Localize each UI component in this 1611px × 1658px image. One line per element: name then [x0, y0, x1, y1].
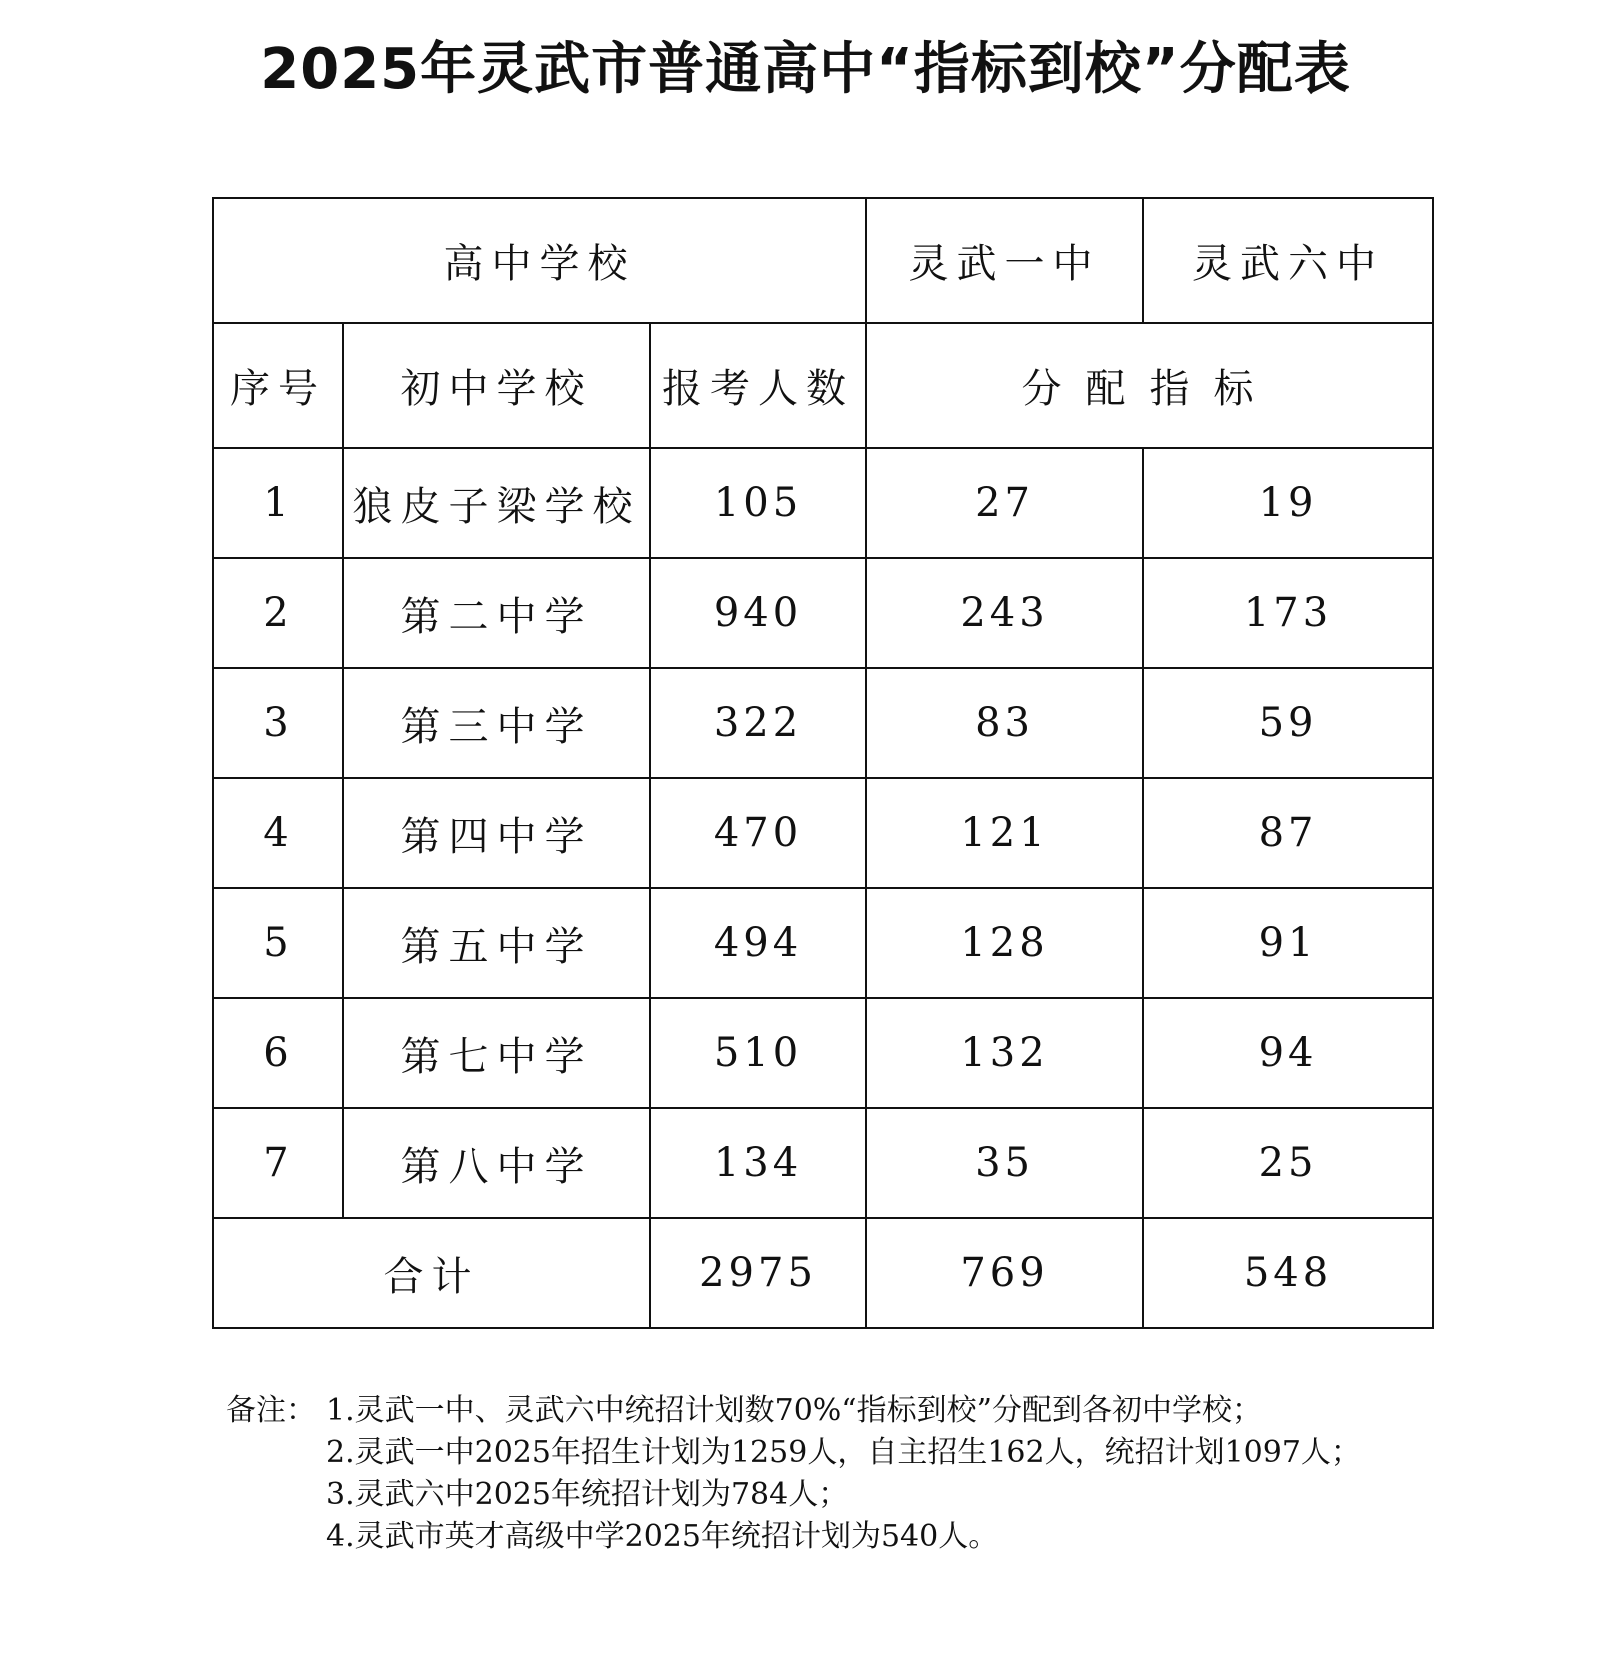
table-row	[213, 998, 1433, 1108]
cell-yizhong: 121	[866, 778, 1143, 888]
cell-yizhong: 128	[866, 888, 1143, 998]
cell-liuzhong: 173	[1143, 558, 1433, 668]
note-item: 2.灵武一中2025年招生计划为1259人，自主招生162人，统招计划1097人；	[326, 1435, 1361, 1470]
high-school-yizhong: 灵武一中	[866, 198, 1143, 323]
note-item: 1.灵武一中、灵武六中统招计划数70%“指标到校”分配到各初中学校；	[326, 1393, 1262, 1428]
total-liuzhong: 548	[1143, 1218, 1433, 1328]
cell-applicants: 510	[650, 998, 866, 1108]
cell-liuzhong: 94	[1143, 998, 1433, 1108]
note-item: 4.灵武市英才高级中学2025年统招计划为540人。	[326, 1519, 999, 1554]
total-label: 合计	[213, 1218, 650, 1328]
cell-seq: 1	[213, 448, 343, 558]
cell-liuzhong: 87	[1143, 778, 1433, 888]
cell-seq: 5	[213, 888, 343, 998]
cell-school: 第八中学	[343, 1108, 650, 1218]
high-school-label: 高中学校	[213, 198, 866, 323]
cell-yizhong: 83	[866, 668, 1143, 778]
cell-school: 第七中学	[343, 998, 650, 1108]
cell-seq: 2	[213, 558, 343, 668]
cell-seq: 7	[213, 1108, 343, 1218]
table-header-row-columns	[213, 323, 1433, 448]
table-header-row-high-schools	[213, 198, 1433, 323]
cell-liuzhong: 19	[1143, 448, 1433, 558]
cell-liuzhong: 25	[1143, 1108, 1433, 1218]
cell-school: 第四中学	[343, 778, 650, 888]
cell-applicants: 470	[650, 778, 866, 888]
table-row	[213, 448, 1433, 558]
cell-applicants: 940	[650, 558, 866, 668]
page-title: 2025年灵武市普通高中“指标到校”分配表	[260, 37, 1351, 102]
cell-applicants: 105	[650, 448, 866, 558]
table-row	[213, 888, 1433, 998]
cell-liuzhong: 59	[1143, 668, 1433, 778]
high-school-liuzhong: 灵武六中	[1143, 198, 1433, 323]
cell-applicants: 134	[650, 1108, 866, 1218]
header-allocation: 分配指标	[866, 323, 1433, 448]
header-applicants: 报考人数	[650, 323, 866, 448]
cell-school: 狼皮子梁学校	[343, 448, 650, 558]
header-junior-school: 初中学校	[343, 323, 650, 448]
cell-applicants: 494	[650, 888, 866, 998]
cell-school: 第二中学	[343, 558, 650, 668]
note-item: 3.灵武六中2025年统招计划为784人；	[326, 1477, 849, 1512]
header-seq: 序号	[213, 323, 343, 448]
cell-seq: 6	[213, 998, 343, 1108]
table-row	[213, 1108, 1433, 1218]
cell-school: 第三中学	[343, 668, 650, 778]
table-row	[213, 778, 1433, 888]
table-row	[213, 558, 1433, 668]
total-yizhong: 769	[866, 1218, 1143, 1328]
allocation-table	[212, 197, 1434, 1329]
table-row	[213, 668, 1433, 778]
table-total-row	[213, 1218, 1433, 1328]
cell-applicants: 322	[650, 668, 866, 778]
cell-school: 第五中学	[343, 888, 650, 998]
cell-seq: 3	[213, 668, 343, 778]
notes-label: 备注：	[226, 1393, 316, 1428]
total-applicants: 2975	[650, 1218, 866, 1328]
cell-yizhong: 35	[866, 1108, 1143, 1218]
cell-yizhong: 132	[866, 998, 1143, 1108]
notes-section	[226, 1390, 1406, 1558]
cell-liuzhong: 91	[1143, 888, 1433, 998]
cell-yizhong: 243	[866, 558, 1143, 668]
cell-yizhong: 27	[866, 448, 1143, 558]
cell-seq: 4	[213, 778, 343, 888]
